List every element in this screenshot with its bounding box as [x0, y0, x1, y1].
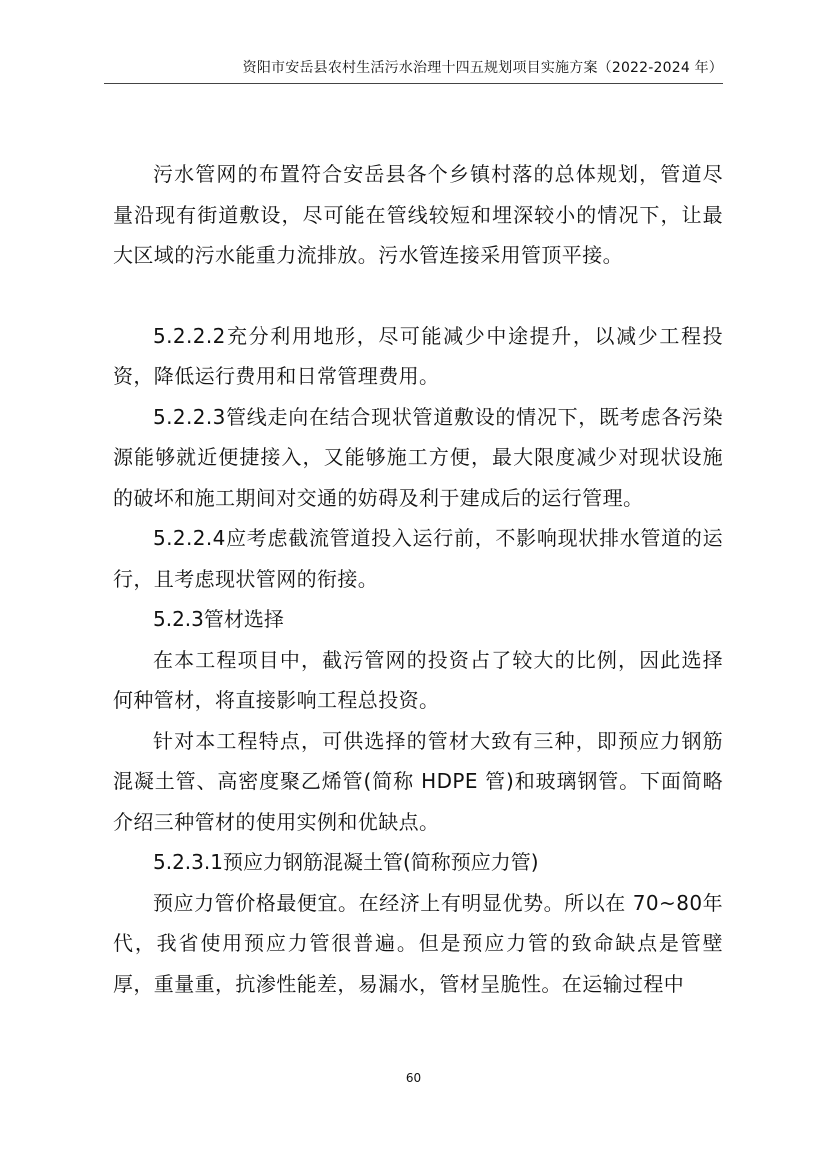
paragraph-layout: 污水管网的布置符合安岳县各个乡镇村落的总体规划，管道尽量沿现有街道敷设，尽可能在管线较短和埋深较小的情况下，让最大区域的污水能重力流排放。污水管连接采用管顶平接。	[113, 162, 723, 267]
paragraph-material-options: 针对本工程特点，可供选择的管材大致有三种，即预应力钢筋混凝土管、高密度聚乙烯管(简称 HDPE 管)和玻璃钢管。下面简略介绍三种管材的使用实例和优缺点。	[113, 728, 723, 834]
paragraph-material-intro: 在本工程项目中，截污管网的投资占了较大的比例，因此选择何种管材，将直接影响工程总投资。	[113, 647, 723, 712]
paragraph-5-2-2-3: 5.2.2.3管线走向在结合现状管道敷设的情况下，既考虑各污染源能够就近便捷接入，又能够施工方便，最大限度减少对现状设施的破坏和施工期间对交通的妨碍及利于建成后的运行管理。	[113, 404, 723, 510]
paragraph-5-2-2-2: 5.2.2.2充分利用地形，尽可能减少中途提升，以减少工程投资，降低运行费用和日常管理费用。	[113, 323, 723, 388]
paragraph-5-2-2-4: 5.2.2.4应考虑截流管道投入运行前，不影响现状排水管道的运行，且考虑现状管网的衔接。	[113, 526, 723, 591]
paragraph-prestressed-pipe: 预应力管价格最便宜。在经济上有明显优势。所以在 70~80年代，我省使用预应力管很普遍。但是预应力管的致命缺点是管壁厚，重量重，抗渗性能差，易漏水，管材呈脆性。在运输过程中	[113, 890, 723, 996]
document-body	[113, 154, 723, 1004]
page-number: 60	[405, 1071, 422, 1085]
section-heading-5-2-3-1: 5.2.3.1预应力钢筋混凝土管(简称预应力管)	[153, 850, 539, 874]
paragraph-gap	[113, 276, 723, 316]
running-header: 资阳市安岳县农村生活污水治理十四五规划项目实施方案（2022-2024 年）	[242, 60, 723, 76]
header-rule	[104, 83, 723, 84]
section-heading-5-2-3: 5.2.3管材选择	[153, 607, 284, 631]
